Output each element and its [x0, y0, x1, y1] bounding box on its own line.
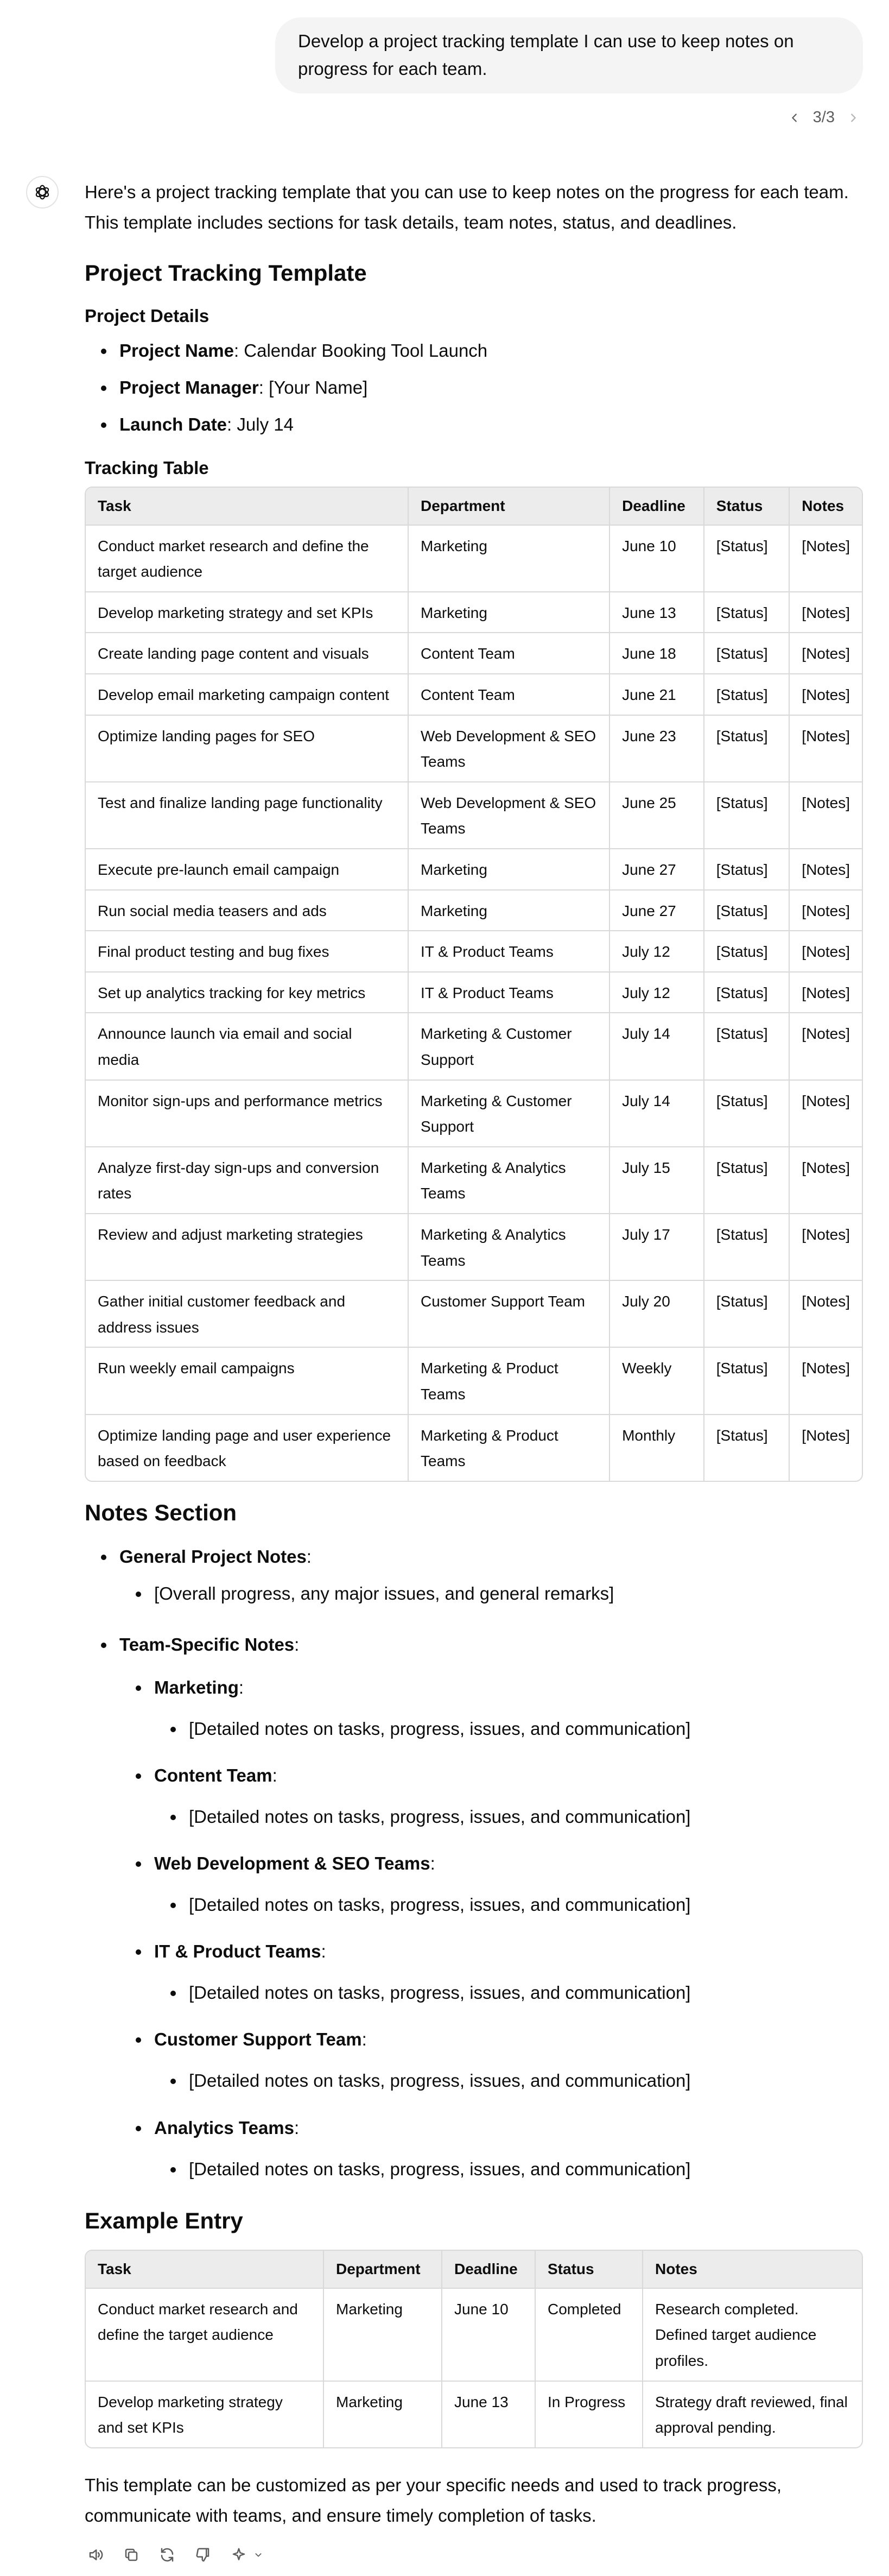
table-cell: [Status] — [704, 674, 790, 715]
team-name: Customer Support Team — [154, 2029, 362, 2050]
table-cell: June 25 — [609, 782, 704, 849]
table-header-row — [86, 488, 862, 525]
team-name: IT & Product Teams — [154, 1941, 321, 1962]
table-cell: [Status] — [704, 1147, 790, 1214]
tracking-table — [86, 488, 862, 1481]
table-cell: Announce launch via email and social media — [86, 1013, 408, 1079]
notes-section-heading: Notes Section — [85, 1499, 237, 1525]
table-row — [86, 525, 862, 592]
example-entry-heading: Example Entry — [85, 2207, 243, 2233]
column-header: Task — [86, 488, 408, 525]
table-row — [86, 931, 862, 972]
list-item — [85, 1630, 863, 2184]
regenerate-icon — [159, 2547, 175, 2563]
column-header: Department — [408, 488, 609, 525]
table-cell: Web Development & SEO Teams — [408, 782, 609, 849]
table-cell: [Notes] — [789, 931, 862, 972]
team-note-item — [119, 1848, 863, 1920]
team-name: Content Team — [154, 1765, 272, 1785]
table-cell: [Status] — [704, 525, 790, 592]
table-cell: Set up analytics tracking for key metrics — [86, 972, 408, 1013]
table-cell: July 20 — [609, 1280, 704, 1347]
table-row — [86, 1080, 862, 1147]
table-cell: Develop marketing strategy and set KPIs — [86, 2381, 323, 2447]
sparkle-model-icon — [231, 2547, 247, 2563]
column-header: Notes — [643, 2251, 862, 2288]
table-cell: Review and adjust marketing strategies — [86, 1214, 408, 1280]
table-cell: Strategy draft reviewed, final approval pending. — [655, 2393, 848, 2436]
table-cell: Research completed. Defined target audience profiles. — [643, 2288, 862, 2381]
label-colon: : — [272, 1765, 277, 1785]
table-row — [86, 715, 862, 782]
intro-paragraph: Here's a project tracking template that you can use to keep notes on the progress for each team. This template includes sections for task details, team notes, status, and deadlines. — [85, 182, 849, 233]
table-cell: Optimize landing page and user experience based on feedback — [86, 1415, 408, 1481]
project-details-list — [85, 336, 863, 440]
detail-value: : Calendar Booking Tool Launch — [233, 340, 488, 361]
detail-key: Launch Date — [119, 414, 227, 435]
table-row — [86, 1415, 862, 1481]
table-cell: Marketing & Product Teams — [408, 1347, 609, 1414]
table-cell: Completed — [535, 2288, 643, 2381]
table-cell: Optimize landing pages for SEO — [86, 715, 408, 782]
table-cell: [Notes] — [789, 1347, 862, 1414]
table-cell: July 12 — [609, 972, 704, 1013]
table-cell: [Notes] — [789, 1147, 862, 1214]
table-row — [86, 2288, 862, 2381]
team-notes-list — [119, 1672, 863, 2184]
label-colon: : — [294, 1634, 300, 1655]
table-cell: Run weekly email campaigns — [86, 1347, 408, 1414]
table-row — [86, 674, 862, 715]
team-name: Analytics Teams — [154, 2117, 295, 2138]
table-cell: [Status] — [704, 1415, 790, 1481]
table-cell: [Notes] — [789, 890, 862, 931]
table-row — [86, 1214, 862, 1280]
table-cell: Develop marketing strategy and set KPIs — [86, 592, 408, 633]
table-cell: Marketing & Product Teams — [408, 1415, 609, 1481]
table-cell: [Notes] — [802, 1426, 850, 1444]
team-note-text: [Detailed notes on tasks, progress, issues, and communication] — [154, 2154, 863, 2184]
label-colon: : — [321, 1941, 326, 1962]
table-cell: Gather initial customer feedback and address issues — [86, 1280, 408, 1347]
table-cell: Final product testing and bug fixes — [86, 931, 408, 972]
example-table-container — [85, 2250, 863, 2448]
table-cell: June 27 — [609, 890, 704, 931]
tracking-table-container — [85, 487, 863, 1482]
table-cell: Develop email marketing campaign content — [86, 674, 408, 715]
closing-paragraph: This template can be customized as per your specific needs and used to track progress, communicate with teams, and ensure timely completion of tasks. — [85, 2474, 782, 2526]
table-row — [86, 1280, 862, 1347]
table-cell: July 14 — [609, 1080, 704, 1147]
label-colon: : — [361, 2029, 367, 2050]
regenerate-button[interactable] — [156, 2544, 178, 2566]
table-cell: July 15 — [609, 1147, 704, 1214]
table-cell: [Status] — [704, 1280, 790, 1347]
table-cell: Marketing — [408, 890, 609, 931]
column-header: Status — [704, 488, 790, 525]
detail-value: : [Your Name] — [258, 377, 368, 398]
table-row — [86, 592, 862, 633]
detail-key: Project Manager — [119, 377, 259, 398]
table-cell: July 17 — [609, 1214, 704, 1280]
team-note-item — [119, 1936, 863, 2008]
table-cell: [Notes] — [789, 1214, 862, 1280]
example-table-body — [86, 2288, 862, 2447]
team-name: Marketing — [154, 1677, 239, 1697]
table-cell: June 27 — [609, 849, 704, 890]
column-header: Task — [86, 2251, 323, 2288]
table-cell: July 14 — [609, 1013, 704, 1079]
copy-icon — [123, 2547, 139, 2563]
table-cell: [Status] — [704, 1080, 790, 1147]
table-cell: Conduct market research and define the target audience — [86, 2288, 323, 2381]
list-item — [85, 409, 863, 440]
detail-key: Project Name — [119, 340, 234, 361]
next-response-button[interactable] — [843, 108, 863, 128]
team-note-text: [Detailed notes on tasks, progress, issues, and communication] — [154, 2066, 863, 2096]
chevron-right-icon — [847, 112, 859, 124]
column-header: Deadline — [442, 2251, 535, 2288]
table-cell: [Status] — [704, 1013, 790, 1079]
label-colon: : — [238, 1677, 244, 1697]
table-cell: June 13 — [442, 2381, 535, 2447]
table-cell: June 23 — [609, 715, 704, 782]
table-cell: IT & Product Teams — [408, 931, 609, 972]
team-note-text: [Detailed notes on tasks, progress, issues, and communication] — [154, 1890, 863, 1920]
team-note-item — [119, 1672, 863, 1744]
table-row — [86, 1013, 862, 1079]
table-cell: Marketing — [323, 2381, 442, 2447]
table-cell: Execute pre-launch email campaign — [86, 849, 408, 890]
table-header-row — [86, 2251, 862, 2288]
table-cell: June 10 — [442, 2288, 535, 2381]
team-notes-label: Team-Specific Notes — [119, 1634, 295, 1655]
table-cell: June 10 — [609, 525, 704, 592]
general-notes-label: General Project Notes — [119, 1546, 307, 1567]
table-cell: [Status] — [704, 1347, 790, 1414]
table-cell: Marketing — [323, 2288, 442, 2381]
user-message-row — [275, 17, 863, 93]
table-cell: In Progress — [535, 2381, 643, 2447]
response-pager — [785, 104, 863, 131]
table-cell: Marketing & Customer Support — [408, 1013, 609, 1079]
table-row — [86, 633, 862, 674]
table-cell: Marketing — [408, 525, 609, 592]
table-cell: [Status] — [704, 931, 790, 972]
label-colon: : — [294, 2117, 300, 2138]
table-cell: [Status] — [704, 715, 790, 782]
table-cell: [Status] — [704, 849, 790, 890]
table-cell: [Status] — [704, 890, 790, 931]
table-cell: Conduct market research and define the target audience — [86, 525, 408, 592]
list-item — [85, 372, 863, 403]
table-cell: Content Team — [408, 674, 609, 715]
previous-response-button[interactable] — [785, 108, 804, 128]
table-cell: [Notes] — [789, 674, 862, 715]
chevron-left-icon — [789, 112, 801, 124]
table-cell: [Status] — [704, 592, 790, 633]
team-note-item — [119, 2024, 863, 2096]
read-aloud-button[interactable] — [85, 2544, 106, 2566]
table-cell: June 13 — [609, 592, 704, 633]
table-cell: Monthly — [609, 1415, 704, 1481]
list-item — [85, 1542, 863, 1609]
chevron-down-icon — [254, 2550, 263, 2559]
list-item — [85, 336, 863, 366]
tracking-table-heading: Tracking Table — [85, 457, 209, 478]
table-cell: [Notes] — [789, 782, 862, 849]
table-cell: [Status] — [704, 782, 790, 849]
table-row — [86, 2381, 862, 2447]
table-row — [86, 782, 862, 849]
assistant-logo-icon — [32, 182, 53, 203]
table-cell: [Notes] — [789, 972, 862, 1013]
table-cell: Web Development & SEO Teams — [408, 715, 609, 782]
team-note-item — [119, 2113, 863, 2184]
column-header: Deadline — [609, 488, 704, 525]
table-cell: Marketing & Analytics Teams — [408, 1214, 609, 1280]
table-cell: [Status] — [704, 633, 790, 674]
table-cell: [Notes] — [789, 1080, 862, 1147]
team-name: Web Development & SEO Teams — [154, 1853, 430, 1873]
team-note-text: [Detailed notes on tasks, progress, issues, and communication] — [154, 1802, 863, 1832]
table-cell: Marketing & Customer Support — [408, 1080, 609, 1147]
team-note-item — [119, 1760, 863, 1832]
list-item: [Overall progress, any major issues, and general remarks] — [119, 1579, 863, 1609]
table-cell: [Status] — [704, 972, 790, 1013]
table-cell: Create landing page content and visuals — [86, 633, 408, 674]
column-header: Department — [323, 2251, 442, 2288]
template-title: Project Tracking Template — [85, 260, 367, 286]
label-colon: : — [306, 1546, 312, 1567]
table-cell: [Notes] — [789, 1280, 862, 1347]
table-cell: July 12 — [609, 931, 704, 972]
table-cell: [Status] — [704, 1214, 790, 1280]
table-cell: Analyze first-day sign-ups and conversion rates — [86, 1147, 408, 1214]
thumbs-down-button[interactable] — [192, 2544, 214, 2566]
table-cell: [Notes] — [789, 1013, 862, 1079]
table-row — [86, 1347, 862, 1414]
team-note-text: [Detailed notes on tasks, progress, issues, and communication] — [154, 1714, 863, 1744]
read-aloud-icon — [87, 2547, 104, 2563]
label-colon: : — [430, 1853, 435, 1873]
table-cell: [Notes] — [789, 715, 862, 782]
table-cell: Marketing & Analytics Teams — [408, 1147, 609, 1214]
response-action-bar — [85, 2544, 863, 2566]
table-cell: Run social media teasers and ads — [86, 890, 408, 931]
table-cell: [Notes] — [789, 592, 862, 633]
table-cell: Marketing — [408, 849, 609, 890]
column-header: Status — [535, 2251, 643, 2288]
table-cell: June 21 — [609, 674, 704, 715]
assistant-response — [85, 177, 863, 2566]
tracking-table-body — [86, 525, 862, 1481]
table-cell: Monitor sign-ups and performance metrics — [86, 1080, 408, 1147]
table-cell: Marketing — [408, 592, 609, 633]
copy-button[interactable] — [120, 2544, 142, 2566]
detail-value: : July 14 — [227, 414, 294, 435]
table-cell: [Notes] — [789, 849, 862, 890]
table-cell: Customer Support Team — [408, 1280, 609, 1347]
table-row — [86, 849, 862, 890]
assistant-avatar — [26, 176, 59, 209]
table-cell: Test and finalize landing page functionality — [86, 782, 408, 849]
table-cell: June 18 — [609, 633, 704, 674]
example-table — [86, 2251, 862, 2447]
project-details-heading: Project Details — [85, 305, 209, 326]
table-cell: [Notes] — [789, 525, 862, 592]
thumbs-down-icon — [195, 2547, 211, 2563]
table-row — [86, 1147, 862, 1214]
switch-model-button[interactable] — [228, 2544, 250, 2566]
column-header: Notes — [789, 488, 862, 525]
table-row — [86, 890, 862, 931]
table-cell: IT & Product Teams — [408, 972, 609, 1013]
user-message-bubble: Develop a project tracking template I can use to keep notes on progress for each team. — [275, 17, 863, 93]
team-note-text: [Detailed notes on tasks, progress, issues, and communication] — [154, 1978, 863, 2008]
table-row — [86, 972, 862, 1013]
table-cell: Content Team — [408, 633, 609, 674]
table-cell: Weekly — [609, 1347, 704, 1414]
notes-list — [85, 1542, 863, 2184]
pager-label: 3/3 — [812, 109, 835, 126]
table-cell: [Notes] — [789, 633, 862, 674]
